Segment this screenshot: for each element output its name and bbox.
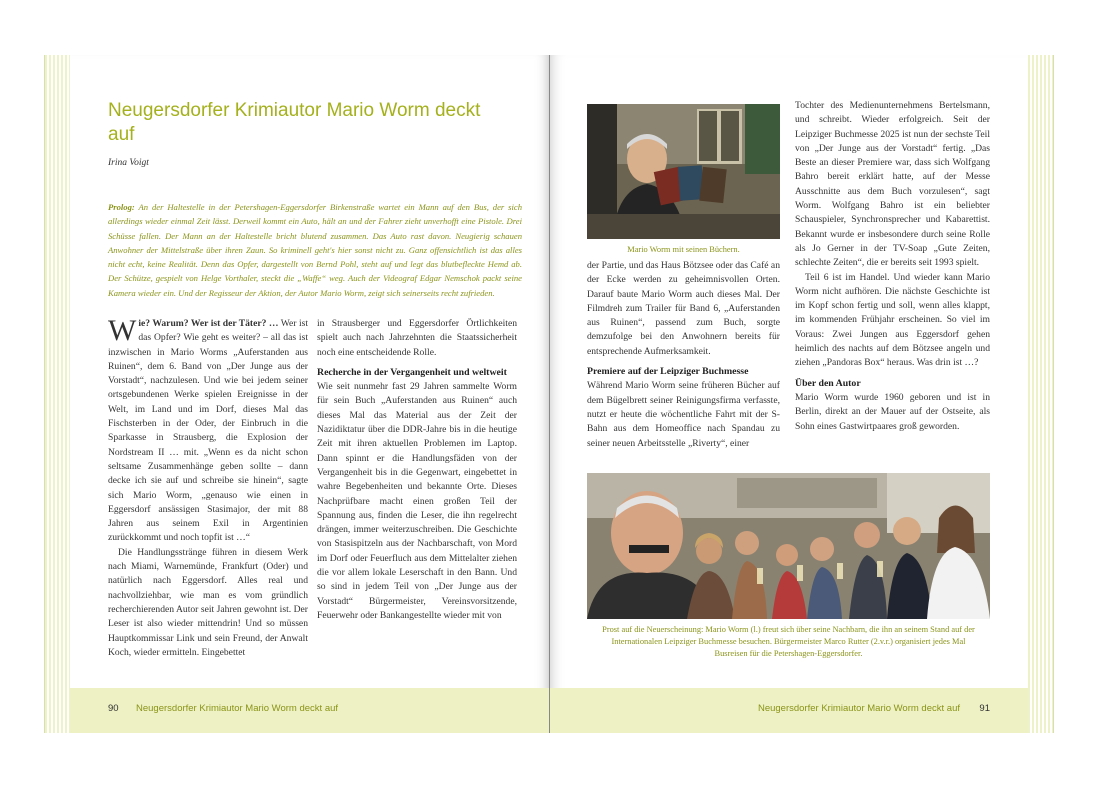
- section-heading: Über den Autor: [795, 377, 861, 389]
- lead-question: ie? Warum? Wer ist der Täter? …: [138, 318, 279, 329]
- article-author: Irina Voigt: [108, 158, 149, 168]
- prolog-label: Prolog:: [108, 202, 135, 212]
- paragraph: in Strausberger und Eggersdorfer Örtlichkeiten spielt auch nach Jahrzehnten die Staatssicherheit noch eine entscheidende Rolle.: [317, 318, 517, 358]
- paragraph: Die Handlungsstränge führen in diesem Werk nach Miami, Warnemünde, Frankfurt (Oder) und natürlich nach Eggersdorf. Alles real und nachvollziehbar, wie man es vom gründlich recherchierenden Autor seit Jahren gewohnt ist. Der Leser ist also wieder mittendrin! Und so müssen Hauptkommissar Link und sein Freund, der Anwalt Koch, wieder ermitteln. Eingebettet: [108, 546, 308, 658]
- paragraph: Tochter des Medienunternehmens Bertelsmann, und schreibt. Wieder erfolgreich. Seit der Leipziger Buchmesse 2025 ist nun der sechste Teil von „Der Junge aus der Vorstadt“ fertig. „Das Beste an dieser Premiere war, dass sich Wolfgang Bahro bereit erklärt hatte, auf der Messe Ausschnitte aus dem Buch vorzulesen“, sagt Worm. Wolfgang Bahro ist ein beliebter Schauspieler, Synchronsprecher und Kabarettist. Bekannt wurde er insbesondere durch seine Rolle als Jo Gerner in der TV-Soap „Gute Zeiten, schlechte Zeiten“, die er bereits seit 1993 spielt.: [795, 100, 990, 269]
- right-page: [550, 55, 1028, 733]
- running-head: Neugersdorfer Krimiautor Mario Worm deckt auf: [757, 703, 960, 714]
- footer-band: [550, 688, 1028, 733]
- text-column-1: [108, 314, 309, 660]
- book-fair-group-photo: [587, 473, 990, 619]
- section-heading: Premiere auf der Leipziger Buchmesse: [587, 366, 749, 378]
- section-heading: Recherche in der Vergangenheit und weltweit: [317, 366, 507, 378]
- paragraph: Mario Worm wurde 1960 geboren und ist in Berlin, direkt an der Mauer auf der Ostseite, als Sohn eines Gastwirtpaares groß geworden.: [795, 391, 990, 432]
- paragraph: der Partie, und das Haus Bötzsee oder das Café an der Ecke werden zu geheimnisvollen Orten. Darauf baute Mario Worm auch dieses Mal. Der Filmdreh zum Trailer für Band 6, „Auferstanden aus Ruinen“, passend zum Buch, sorgte demzufolge bei den Anwohnern bereits für entsprechende Aufmerksamkeit.: [587, 260, 780, 357]
- prolog: [108, 200, 522, 300]
- photo-caption-1: Mario Worm mit seinen Büchern.: [627, 245, 740, 254]
- book-fair-group-image: [587, 473, 990, 619]
- paragraph: Während Mario Worm seine früheren Bücher auf dem Bügelbrett seiner Reinigungsfirma verfasste, nutzt er heute die wöchentliche Fahrt mit der S-Bahn aus dem Homeoffice nach Spandau zu seiner neuen Arbeitsstelle „Riverty“, einer: [587, 380, 780, 449]
- book-spread: [44, 55, 1054, 733]
- footer-band: [70, 688, 550, 733]
- photo-caption-2: Prost auf die Neuerscheinung: Mario Worm (l.) freut sich über seine Nachbarn, die ihn an seinem Stand auf der Internationalen Leipziger Buchmesse besuchen. Bürgermeister Marco Rutter (2.v.r.) organisiert jedes Mal Busreisen für die Petershagen-Eggersdorfer.: [602, 625, 975, 658]
- drop-cap: W: [108, 314, 137, 347]
- paragraph: Teil 6 ist im Handel. Und wieder kann Mario Worm nicht aufhören. Die nächste Geschichte ist im Kopf schon fertig und soll, wenn alles klappt, im kommenden Frühjahr erscheinen. So viel im Voraus: Zwei Jungen aus Eggersdorf gehen heimlich des nachts auf dem Bötzsee angeln und ziehen „Pandoras Box“ heraus. Was drin ist …?: [795, 271, 990, 369]
- paragraph: Wie seit nunmehr fast 29 Jahren sammelte Worm für sein Buch „Auferstanden aus Ruinen“ auch dieses Mal das Material aus der Zeit der Nazidiktatur über die DDR-Jahre bis in die heutige Zeit mit ihren aktuellen Problemen im Laptop. Dann spinnt er die Handlungsfäden von der Vergangenheit bis in die Gegenwart, eingebettet in wahre Begebenheiten und bekannte Orte. Dieses Nachprüfbare macht einen großen Teil der Spannung aus, finden die Leser, die ihn regelrecht drängen, immer weiterzuschreiben. Die Geschichte von Stasispitzeln aus der Nachbarschaft, von Mord im Dorf oder Feuerfluch aus dem Mittelalter ziehen die vor allem lokale Leserschaft in den Bann. Und so sind in jedem Teil von „Der Junge aus der Vorstadt“ Bürgermeister, Vereinsvorsitzende, Feuerwehr oder Bankangestellte wieder mit von: [317, 381, 517, 621]
- text-column-3: [587, 259, 780, 451]
- author-with-books-image: [587, 104, 780, 239]
- page-edges-left: [44, 55, 70, 733]
- text-column-4: [795, 99, 990, 434]
- page-number: 91: [979, 703, 990, 714]
- page-number: 90: [108, 703, 119, 714]
- page-edges-right: [1028, 55, 1054, 733]
- left-page: [70, 55, 550, 733]
- author-with-books-photo: [587, 104, 780, 239]
- prolog-text: An der Haltestelle in der Petershagen-Eggersdorfer Birkenstraße wartet ein Mann auf den Bus, der sich allerdings wieder einmal Zeit lässt. Derweil kommt ein Auto, hält an und der Fahrer zieht unverhofft eine Pistole. Drei Schüsse fallen. Der Mann an der Haltestelle bricht blutend zusammen. Das Auto rast davon. Neugierig schauen Anwohner der Mittelstraße über ihren Zaun. So kriminell geht's hier sonst nicht zu. Ganz offensichtlich ist das alles nicht echt, keine Realität. Denn das Opfer, dargestellt von Bernd Pohl, steht auf und legt das blutbefleckte Hemd ab. Der Schütze, gespielt von Helge Vorthaler, steckt die „Waffe“ weg. Auch der Videograf Edgar Nemschok packt seine Kamera wieder ein. Und der Regisseur der Aktion, der Autor Mario Worm, zeigt sich seinerseits recht zufrieden.: [108, 202, 522, 298]
- running-head: Neugersdorfer Krimiautor Mario Worm deckt auf: [136, 703, 339, 714]
- paragraph: Wer ist das Opfer? Wie geht es weiter? – all das ist inzwischen in Mario Worms „Auferstanden aus Ruinen“, dem 6. Band von „Der Junge aus der Vorstadt“, nachzulesen. Und wie bei jedem seiner ortsgebundenen Werke spielen Ereignisse in der Welt, im Land und im Dorf, dieses Mal das Fischsterben in der Oder, der Einbruch in die Sparkasse in Strausberg, die Explosion der Nordstream II … mit. „Wenn es da nicht schon seltsame Zusammenhänge geben sollte – dann decke ich sie auf und schreibe sie hinein“, sagte sich Mario Worm, „genauso wie einen in Eggersdorf ansässigen Stasimajor, der mit 88 Jahren aus seinem Exil in Argentinien zurückkommt und noch topfit ist …“: [108, 318, 309, 544]
- text-column-2: [317, 317, 517, 623]
- article-title: Neugersdorfer Krimiautor Mario Worm deckt auf: [108, 100, 481, 145]
